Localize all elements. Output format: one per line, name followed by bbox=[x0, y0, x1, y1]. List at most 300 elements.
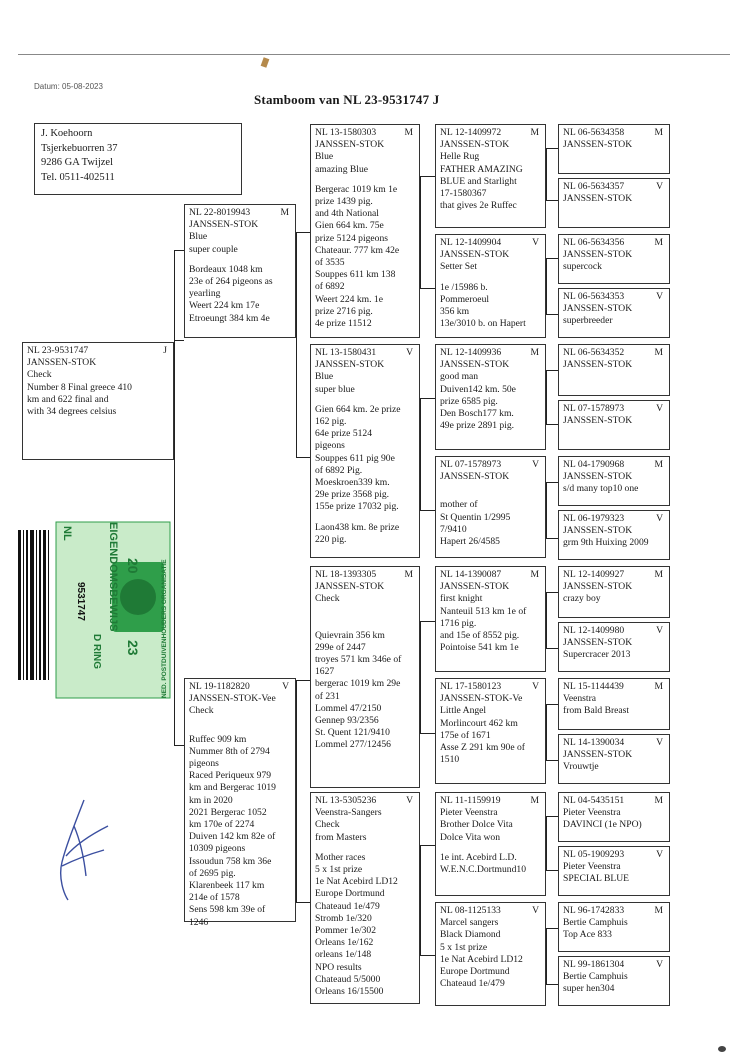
owner-city: 9286 GA Twijzel bbox=[41, 157, 113, 168]
note-line: prize 5124 pigeons bbox=[315, 232, 389, 244]
sex-marker: M bbox=[654, 905, 663, 916]
color-line: SPECIAL BLUE bbox=[563, 873, 630, 885]
pigeon-card-dds bbox=[435, 792, 546, 896]
ring-number: NL 07-1578973 bbox=[563, 403, 625, 414]
color-line: Check bbox=[315, 593, 340, 605]
connector-line bbox=[174, 250, 184, 251]
connector-line bbox=[174, 250, 175, 745]
strain-name: JANSSEN-STOK bbox=[440, 249, 510, 261]
ring-number: NL 06-5634357 bbox=[563, 181, 625, 192]
strain-name: JANSSEN-STOK bbox=[563, 637, 633, 649]
note-line: Etroeungt 384 km 4e bbox=[189, 312, 270, 324]
card-header bbox=[563, 569, 665, 581]
sex-marker: M bbox=[404, 127, 413, 138]
sex-marker: V bbox=[282, 681, 289, 692]
color-line: Setter Set bbox=[440, 261, 478, 273]
color-line: Blue bbox=[315, 371, 334, 383]
color-line: Black Diamond bbox=[440, 929, 501, 941]
sex-marker: M bbox=[654, 795, 663, 806]
ring-number: NL 06-5634352 bbox=[563, 347, 625, 358]
connector-line bbox=[420, 955, 435, 956]
sex-marker: V bbox=[656, 403, 663, 414]
stamp-country: NL bbox=[61, 526, 73, 541]
strain-name: JANSSEN-STOK bbox=[563, 471, 633, 483]
ring-number: NL 12-1409936 bbox=[440, 347, 502, 358]
card-header bbox=[563, 681, 665, 693]
note-line: 4e prize 11512 bbox=[315, 318, 372, 330]
connector-line bbox=[546, 592, 558, 593]
card-header bbox=[27, 345, 169, 357]
connector-line bbox=[296, 232, 310, 233]
card-header bbox=[440, 347, 541, 359]
owner-name: J. Koehoorn bbox=[41, 128, 93, 139]
pigeon-card-dd bbox=[310, 792, 420, 1004]
pigeon-card-g13 bbox=[558, 792, 670, 842]
note-line: 23e of 264 pigeons as bbox=[189, 276, 273, 288]
corner-mark bbox=[718, 1046, 726, 1052]
note-line: of 2695 pig. bbox=[189, 867, 236, 879]
color-line: first knight bbox=[440, 593, 483, 605]
strain-name: Marcel sangers bbox=[440, 917, 499, 929]
pigeon-card-sdd bbox=[435, 456, 546, 558]
strain-name: JANSSEN-STOK bbox=[440, 359, 510, 371]
ring-number: NL 18-1393305 bbox=[315, 569, 377, 580]
sex-marker: M bbox=[654, 459, 663, 470]
strain-name: JANSSEN-STOK bbox=[563, 249, 633, 261]
connector-line bbox=[296, 232, 297, 457]
ring-number: NL 12-1409980 bbox=[563, 625, 625, 636]
note-line: Ruffec 909 km bbox=[189, 733, 247, 745]
pigeon-card-dam bbox=[184, 678, 296, 928]
note-line: 1e /15986 b. bbox=[440, 281, 488, 293]
card-header bbox=[315, 569, 415, 581]
connector-line bbox=[296, 457, 310, 458]
color-line: Supercracer 2013 bbox=[563, 649, 631, 661]
sex-marker: V bbox=[656, 849, 663, 860]
note-line: of 6892 bbox=[315, 281, 345, 293]
note-line: mother of bbox=[440, 499, 478, 511]
pigeon-card-sss bbox=[435, 124, 546, 228]
owner-box bbox=[34, 123, 242, 195]
note-line: Dolce Vita won bbox=[440, 831, 500, 843]
pigeon-card-g2 bbox=[558, 178, 670, 228]
pigeon-card-subject bbox=[22, 342, 174, 460]
sex-marker: V bbox=[656, 181, 663, 192]
color-line: superbreeder bbox=[563, 315, 613, 327]
note-line: 10309 pigeons bbox=[189, 843, 246, 855]
stamp-title: EIGENDOMSBEWIJS bbox=[107, 522, 119, 632]
sex-marker: M bbox=[654, 237, 663, 248]
note-line: Bordeaux 1048 km bbox=[189, 263, 263, 275]
note-line: prize 1439 pig. bbox=[315, 196, 373, 208]
sex-marker: M bbox=[530, 347, 539, 358]
pigeon-card-ds bbox=[310, 566, 420, 788]
note-line: NPO results bbox=[315, 961, 362, 973]
pigeon-card-sds bbox=[435, 344, 546, 450]
pigeon-card-sd bbox=[310, 344, 420, 558]
connector-line bbox=[546, 538, 558, 539]
strain-name: JANSSEN-STOK bbox=[189, 219, 259, 231]
note-line: Nummer 8th of 2794 bbox=[189, 745, 270, 757]
connector-line bbox=[546, 816, 547, 870]
sex-marker: V bbox=[656, 625, 663, 636]
card-header bbox=[440, 681, 541, 693]
note-line: Duiven142 km. 50e bbox=[440, 383, 516, 395]
color-line: s/d many top10 one bbox=[563, 483, 639, 495]
note-line: BLUE and Starlight bbox=[440, 175, 517, 187]
note-line: Quievrain 356 km bbox=[315, 629, 385, 641]
note-line: of 3535 bbox=[315, 257, 345, 269]
note-line: Lommel 47/2150 bbox=[315, 702, 382, 714]
connector-line bbox=[546, 314, 558, 315]
card-header bbox=[315, 347, 415, 359]
spacer bbox=[315, 844, 415, 852]
pigeon-card-g9 bbox=[558, 566, 670, 618]
pigeon-card-g16 bbox=[558, 956, 670, 1006]
stamp-ring-number: 9531747 bbox=[75, 582, 86, 621]
ring-number: NL 17-1580123 bbox=[440, 681, 502, 692]
note-line: km in 2020 bbox=[189, 794, 233, 806]
note-line: Chateaud 1e/479 bbox=[440, 978, 505, 990]
sex-marker: M bbox=[530, 127, 539, 138]
strain-name: Pieter Veenstra bbox=[440, 807, 498, 819]
note-line: Europe Dortmund bbox=[315, 888, 385, 900]
spacer bbox=[440, 483, 541, 491]
note-line: bergerac 1019 km 29e bbox=[315, 678, 401, 690]
note-line: Pommer 1e/302 bbox=[315, 925, 377, 937]
note-line: 5 x 1st prize bbox=[440, 941, 488, 953]
ring-number: NL 99-1861304 bbox=[563, 959, 625, 970]
note-line: 1246 bbox=[189, 916, 209, 928]
sex-marker: V bbox=[532, 459, 539, 470]
spacer bbox=[189, 718, 291, 726]
note-line: that gives 2e Ruffec bbox=[440, 200, 517, 212]
note-line: Bergerac 1019 km 1e bbox=[315, 183, 398, 195]
note-line: Gien 664 km. 75e bbox=[315, 220, 384, 232]
note-line: 1e Nat Acebird LD12 bbox=[315, 876, 398, 888]
connector-line bbox=[174, 340, 184, 341]
color-line: from Bald Breast bbox=[563, 705, 630, 717]
note-line: Pommeroeul bbox=[440, 293, 490, 305]
connector-line bbox=[546, 148, 547, 200]
note-line: 1627 bbox=[315, 666, 335, 678]
color-line: good man bbox=[440, 371, 479, 383]
pigeon-card-g3 bbox=[558, 234, 670, 284]
ring-number: NL 22-8019943 bbox=[189, 207, 251, 218]
note-line: pigeons bbox=[189, 758, 219, 770]
color-line: Vrouwtje bbox=[563, 761, 599, 773]
note-line: amazing Blue bbox=[315, 163, 369, 175]
connector-line bbox=[546, 928, 558, 929]
color-line: supercock bbox=[563, 261, 602, 273]
card-header bbox=[563, 513, 665, 525]
strain-name: JANSSEN-STOK-Vee bbox=[189, 693, 276, 705]
note-line: 299e of 2447 bbox=[315, 641, 366, 653]
note-line: Chateaud 5/5000 bbox=[315, 973, 381, 985]
pigeon-card-g5 bbox=[558, 344, 670, 396]
ring-number: NL 96-1742833 bbox=[563, 905, 625, 916]
connector-line bbox=[420, 845, 421, 955]
sex-marker: M bbox=[530, 569, 539, 580]
color-line: crazy boy bbox=[563, 593, 601, 605]
pigeon-card-g11 bbox=[558, 678, 670, 730]
note-line: St Quentin 1/2995 bbox=[440, 511, 511, 523]
strain-name: JANSSEN-STOK bbox=[563, 139, 633, 151]
ring-number: NL 13-1580431 bbox=[315, 347, 377, 358]
card-header bbox=[315, 127, 415, 139]
ring-number: NL 05-1909293 bbox=[563, 849, 625, 860]
stamp-year-bottom: 23 bbox=[125, 640, 141, 656]
pigeon-card-g10 bbox=[558, 622, 670, 672]
card-header bbox=[563, 291, 665, 303]
connector-line bbox=[296, 680, 310, 681]
note-line: Sens 598 km 39e of bbox=[189, 904, 266, 916]
spacer bbox=[315, 606, 415, 614]
strain-name: Bertie Camphuis bbox=[563, 917, 628, 929]
note-line: Chateaud 1e/479 bbox=[315, 900, 380, 912]
color-line: Check bbox=[189, 705, 214, 717]
sex-marker: M bbox=[530, 795, 539, 806]
color-line: Helle Rug bbox=[440, 151, 480, 163]
ring-number: NL 06-1979323 bbox=[563, 513, 625, 524]
card-header bbox=[315, 795, 415, 807]
strain-name: Pieter Veenstra bbox=[563, 807, 621, 819]
ring-number: NL 06-5634358 bbox=[563, 127, 625, 138]
ring-number: NL 04-1790968 bbox=[563, 459, 625, 470]
pedigree-title: Stamboom van NL 23-9531747 J bbox=[254, 92, 440, 107]
connector-line bbox=[546, 704, 558, 705]
note-line: super couple bbox=[189, 243, 238, 255]
note-line: 49e prize 2891 pig. bbox=[440, 420, 515, 432]
note-line: km 170e of 2274 bbox=[189, 819, 255, 831]
strain-name: JANSSEN-STOK bbox=[315, 359, 385, 371]
note-line: Nanteuil 513 km 1e of bbox=[440, 605, 527, 617]
sex-marker: V bbox=[532, 681, 539, 692]
card-header bbox=[563, 905, 665, 917]
spacer bbox=[440, 274, 541, 282]
connector-line bbox=[546, 424, 558, 425]
note-line: 162 pig. bbox=[315, 416, 347, 428]
connector-line bbox=[546, 258, 547, 314]
pigeon-card-g12 bbox=[558, 734, 670, 784]
spacer bbox=[189, 256, 291, 264]
ring-number: NL 23-9531747 bbox=[27, 345, 89, 356]
connector-line bbox=[296, 902, 310, 903]
note-line: Chateaur. 777 km 42e bbox=[315, 244, 400, 256]
header-rule bbox=[18, 54, 730, 55]
note-line: Souppes 611 km 138 bbox=[315, 269, 396, 281]
card-header bbox=[563, 795, 665, 807]
note-line: Europe Dortmund bbox=[440, 966, 510, 978]
color-line: super hen304 bbox=[563, 983, 615, 995]
note-line: 5 x 1st prize bbox=[315, 864, 363, 876]
note-line: Duiven 142 km 82e of bbox=[189, 831, 276, 843]
card-header bbox=[563, 403, 665, 415]
strain-name: Pieter Veenstra bbox=[563, 861, 621, 873]
paper-mark bbox=[261, 57, 270, 68]
connector-line bbox=[546, 592, 547, 648]
note-line: 155e prize 17032 pig. bbox=[315, 501, 399, 513]
color-line: Blue bbox=[315, 151, 334, 163]
note-line: Gien 664 km. 2e prize bbox=[315, 403, 401, 415]
ring-number: NL 06-5634356 bbox=[563, 237, 625, 248]
card-header bbox=[189, 207, 291, 219]
strain-name: JANSSEN-STOK bbox=[563, 581, 633, 593]
print-date: Datum: 05-08-2023 bbox=[34, 82, 103, 91]
ring-number: NL 12-1409972 bbox=[440, 127, 502, 138]
color-line: Check bbox=[27, 369, 52, 381]
card-header bbox=[563, 737, 665, 749]
note-line: with 34 degrees celsius bbox=[27, 406, 117, 418]
note-line: Number 8 Final greece 410 bbox=[27, 381, 132, 393]
ring-number: NL 11-1159919 bbox=[440, 795, 501, 806]
note-line: 1716 pig. bbox=[440, 617, 477, 629]
ring-number: NL 15-1144439 bbox=[563, 681, 624, 692]
ring-number: NL 04-5435151 bbox=[563, 795, 625, 806]
spacer bbox=[440, 844, 541, 852]
note-line: Hapert 26/4585 bbox=[440, 536, 500, 548]
note-line: 13e/3010 b. on Hapert bbox=[440, 318, 526, 330]
connector-line bbox=[420, 176, 421, 288]
card-header bbox=[563, 181, 665, 193]
connector-line bbox=[546, 704, 547, 760]
note-line: 64e prize 5124 bbox=[315, 428, 373, 440]
card-header bbox=[563, 127, 665, 139]
sex-marker: J bbox=[163, 345, 167, 356]
card-header bbox=[563, 959, 665, 971]
strain-name: Veenstra bbox=[563, 693, 597, 705]
note-line: W.E.N.C.Dortmund10 bbox=[440, 864, 526, 876]
card-header bbox=[440, 905, 541, 917]
note-line: Den Bosch177 km. bbox=[440, 408, 514, 420]
sex-marker: M bbox=[404, 569, 413, 580]
note-line: troyes 571 km 346e of bbox=[315, 654, 402, 666]
note-line: yearling bbox=[189, 288, 221, 300]
connector-line bbox=[420, 621, 435, 622]
strain-name: JANSSEN-STOK bbox=[315, 139, 385, 151]
connector-line bbox=[174, 745, 184, 746]
connector-line bbox=[546, 482, 558, 483]
color-line: Little Angel bbox=[440, 705, 487, 717]
connector-line bbox=[546, 148, 558, 149]
stamp-org: NED. POSTDUIVENHOUDERS ORGANISATIE bbox=[161, 559, 168, 698]
pigeon-emblem-icon bbox=[120, 579, 156, 615]
connector-line bbox=[420, 176, 435, 177]
connector-line bbox=[546, 984, 558, 985]
strain-name: Bertie Camphuis bbox=[563, 971, 628, 983]
note-line: km and Bergerac 1019 bbox=[189, 782, 276, 794]
note-line: St. Quent 121/9410 bbox=[315, 727, 390, 739]
spacer bbox=[189, 726, 291, 734]
ring-number: NL 07-1578973 bbox=[440, 459, 502, 470]
card-header bbox=[440, 569, 541, 581]
pigeon-card-dss bbox=[435, 566, 546, 672]
color-line: DAVINCI (1e NPO) bbox=[563, 819, 642, 831]
sex-marker: M bbox=[654, 127, 663, 138]
note-line: Issoudun 758 km 36e bbox=[189, 855, 272, 867]
note-line: super blue bbox=[315, 383, 355, 395]
spacer bbox=[440, 491, 541, 499]
note-line: of 231 bbox=[315, 690, 340, 702]
color-line: Brother Dolce Vita bbox=[440, 819, 513, 831]
ring-number: NL 12-1409927 bbox=[563, 569, 625, 580]
note-line: Mother races bbox=[315, 851, 366, 863]
connector-line bbox=[546, 370, 558, 371]
note-line: from Masters bbox=[315, 831, 367, 843]
connector-line bbox=[420, 510, 435, 511]
strain-name: JANSSEN-STOK bbox=[563, 415, 633, 427]
card-header bbox=[440, 127, 541, 139]
connector-line bbox=[546, 482, 547, 538]
connector-line bbox=[546, 870, 558, 871]
connector-line bbox=[296, 680, 297, 902]
sex-marker: M bbox=[654, 681, 663, 692]
card-header bbox=[563, 625, 665, 637]
spacer bbox=[315, 396, 415, 404]
spacer bbox=[315, 514, 415, 522]
connector-line bbox=[420, 621, 421, 733]
note-line: 7/9410 bbox=[440, 523, 467, 535]
card-header bbox=[563, 237, 665, 249]
note-line: prize 2716 pig. bbox=[315, 305, 373, 317]
note-line: Raced Periqueux 979 bbox=[189, 770, 272, 782]
strain-name: JANSSEN-STOK bbox=[563, 359, 633, 371]
sex-marker: V bbox=[656, 513, 663, 524]
sex-marker: M bbox=[654, 569, 663, 580]
color-line: Blue bbox=[189, 231, 208, 243]
card-header bbox=[563, 459, 665, 471]
sex-marker: V bbox=[656, 737, 663, 748]
strain-name: Veenstra-Sangers bbox=[315, 807, 382, 819]
connector-line bbox=[546, 200, 558, 201]
connector-line bbox=[546, 760, 558, 761]
connector-line bbox=[420, 733, 435, 734]
card-header bbox=[440, 795, 541, 807]
strain-name: JANSSEN-STOK bbox=[563, 303, 633, 315]
strain-name: JANSSEN-STOK bbox=[27, 357, 97, 369]
pigeon-card-g15 bbox=[558, 902, 670, 952]
sex-marker: V bbox=[406, 795, 413, 806]
connector-line bbox=[546, 816, 558, 817]
stamp-year-top: 20 bbox=[125, 558, 141, 574]
note-line: 220 pig. bbox=[315, 533, 347, 545]
note-line: and 4th National bbox=[315, 208, 379, 220]
strain-name: JANSSEN-STOK bbox=[315, 581, 385, 593]
pigeon-card-g6 bbox=[558, 400, 670, 450]
note-line: Orleans 16/15500 bbox=[315, 986, 384, 998]
card-header bbox=[189, 681, 291, 693]
sex-marker: V bbox=[656, 959, 663, 970]
pigeon-card-ddd bbox=[435, 902, 546, 1006]
ring-number: NL 13-5305236 bbox=[315, 795, 377, 806]
strain-name: JANSSEN-STOK bbox=[440, 581, 510, 593]
connector-line bbox=[420, 288, 435, 289]
note-line: FATHER AMAZING bbox=[440, 163, 523, 175]
note-line: Pointoise 541 km 1e bbox=[440, 642, 519, 654]
note-line: Orleans 1e/162 bbox=[315, 937, 374, 949]
connector-line bbox=[546, 648, 558, 649]
pigeon-card-g4 bbox=[558, 288, 670, 338]
color-line: grm 9th Huixing 2009 bbox=[563, 537, 649, 549]
ring-number: NL 06-5634353 bbox=[563, 291, 625, 302]
strain-name: JANSSEN-STOK bbox=[440, 471, 510, 483]
ring-number: NL 12-1409904 bbox=[440, 237, 502, 248]
strain-name: JANSSEN-STOK bbox=[563, 749, 633, 761]
note-line: 214e of 1578 bbox=[189, 892, 240, 904]
note-line: 1e Nat Acebird LD12 bbox=[440, 953, 523, 965]
sex-marker: M bbox=[654, 347, 663, 358]
sex-marker: V bbox=[656, 291, 663, 302]
